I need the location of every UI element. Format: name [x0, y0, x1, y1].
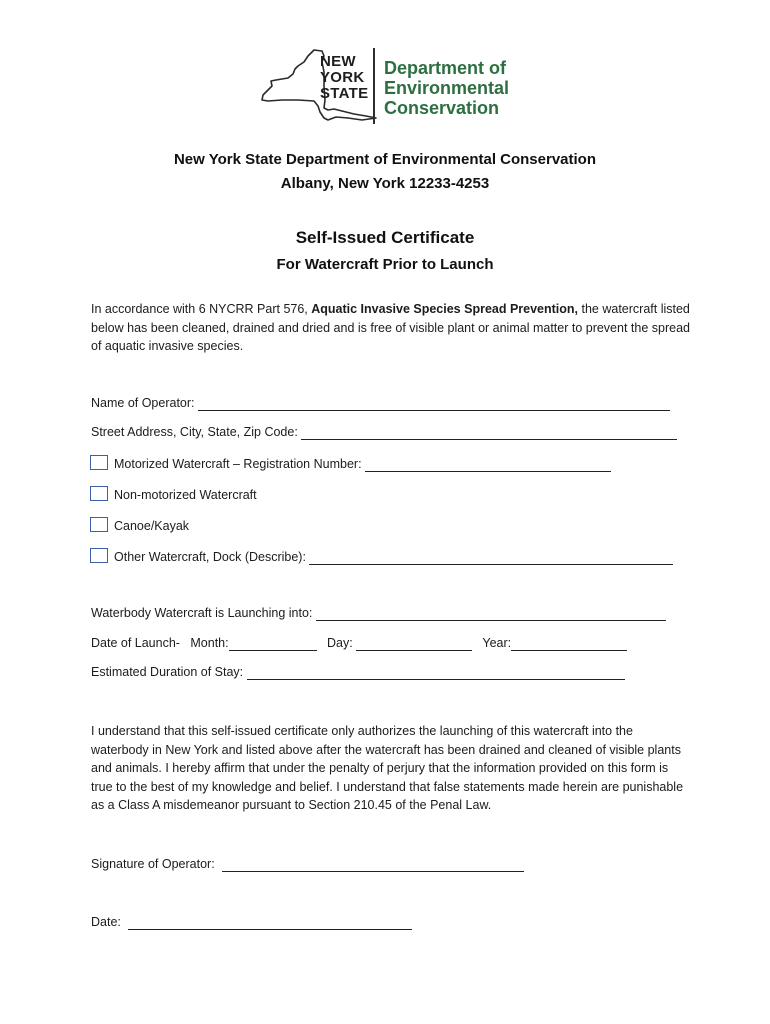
signature-date-label: Date: [91, 915, 121, 929]
motorized-checkbox[interactable] [90, 455, 108, 470]
signature-row [91, 857, 524, 872]
operator-name-row [91, 396, 670, 411]
year-field[interactable] [511, 637, 627, 651]
affirmation-paragraph: I understand that this self-issued certificate only authorizes the launching of this watercraft into the waterbody in New York and listed above after the watercraft has been drained and cleaned of visible plants and animals. I hereby affirm that under the penalty of perjury that the information provided on this form is true to the best of my knowledge and belief. I understand that false statements made herein are punishable as a Class A misdemeanor pursuant to Section 210.45 of the Penal Law. [91, 724, 684, 812]
operator-name-label: Name of Operator: [91, 396, 195, 410]
street-address-label: Street Address, City, State, Zip Code: [91, 425, 298, 439]
agency-address: Albany, New York 12233-4253 [280, 175, 490, 192]
intro-text-before: In accordance with 6 NYCRR Part 576, [91, 302, 312, 316]
logo-state-name [320, 54, 368, 102]
non-motorized-option [90, 486, 257, 502]
signature-date-row [91, 915, 412, 930]
logo-state-line-2: YORK [320, 69, 365, 86]
other-watercraft-label: Other Watercraft, Dock (Describe): [114, 550, 306, 564]
other-watercraft-checkbox[interactable] [90, 548, 108, 563]
logo-dept-line-3: Conservation [384, 98, 500, 118]
other-watercraft-option [90, 548, 673, 565]
page-subtitle: For Watercraft Prior to Launch [276, 256, 494, 273]
intro-text-after: the watercraft listed below has been cleaned, drained and dried and is free of visible plant or animal matter to prevent the spread of aquatic invasive species. [91, 302, 690, 353]
waterbody-row [91, 606, 666, 621]
other-watercraft-description-field[interactable] [309, 551, 673, 565]
launch-date-row [91, 636, 627, 651]
signature-label: Signature of Operator: [91, 857, 215, 871]
agency-name: New York State Department of Environmental Conservation [173, 151, 597, 168]
motorized-label: Motorized Watercraft – Registration Number: [114, 457, 362, 471]
page-title: Self-Issued Certificate [295, 228, 475, 247]
registration-number-field[interactable] [365, 458, 611, 472]
waterbody-field[interactable] [316, 607, 666, 621]
signature-field[interactable] [222, 858, 524, 872]
logo-state-line-3: STATE [320, 85, 369, 102]
duration-field[interactable] [247, 666, 625, 680]
logo-divider [373, 48, 375, 124]
waterbody-label: Waterbody Watercraft is Launching into: [91, 606, 313, 620]
month-label: Month: [190, 636, 229, 650]
signature-date-field[interactable] [128, 916, 412, 930]
non-motorized-label: Non-motorized Watercraft [114, 488, 257, 502]
non-motorized-checkbox[interactable] [90, 486, 108, 501]
launch-date-label: Date of Launch- [91, 636, 180, 650]
logo-state-line-1: NEW [320, 53, 356, 70]
intro-paragraph [91, 300, 691, 356]
day-field[interactable] [356, 637, 472, 651]
motorized-option [90, 455, 611, 472]
canoe-kayak-label: Canoe/Kayak [114, 519, 190, 533]
street-address-field[interactable] [301, 426, 677, 440]
intro-text-bold: Aquatic Invasive Species Spread Prevention, [311, 302, 579, 316]
duration-row [91, 665, 625, 680]
year-label: Year: [482, 636, 512, 650]
month-field[interactable] [229, 637, 317, 651]
day-label: Day: [327, 636, 353, 650]
operator-name-field[interactable] [198, 397, 670, 411]
canoe-kayak-checkbox[interactable] [90, 517, 108, 532]
logo-department-name [384, 58, 509, 118]
canoe-kayak-option [90, 517, 189, 533]
duration-label: Estimated Duration of Stay: [91, 665, 244, 679]
logo-dept-line-1: Department of [384, 58, 507, 78]
logo-dept-line-2: Environmental [384, 78, 510, 98]
street-address-row [91, 425, 677, 440]
